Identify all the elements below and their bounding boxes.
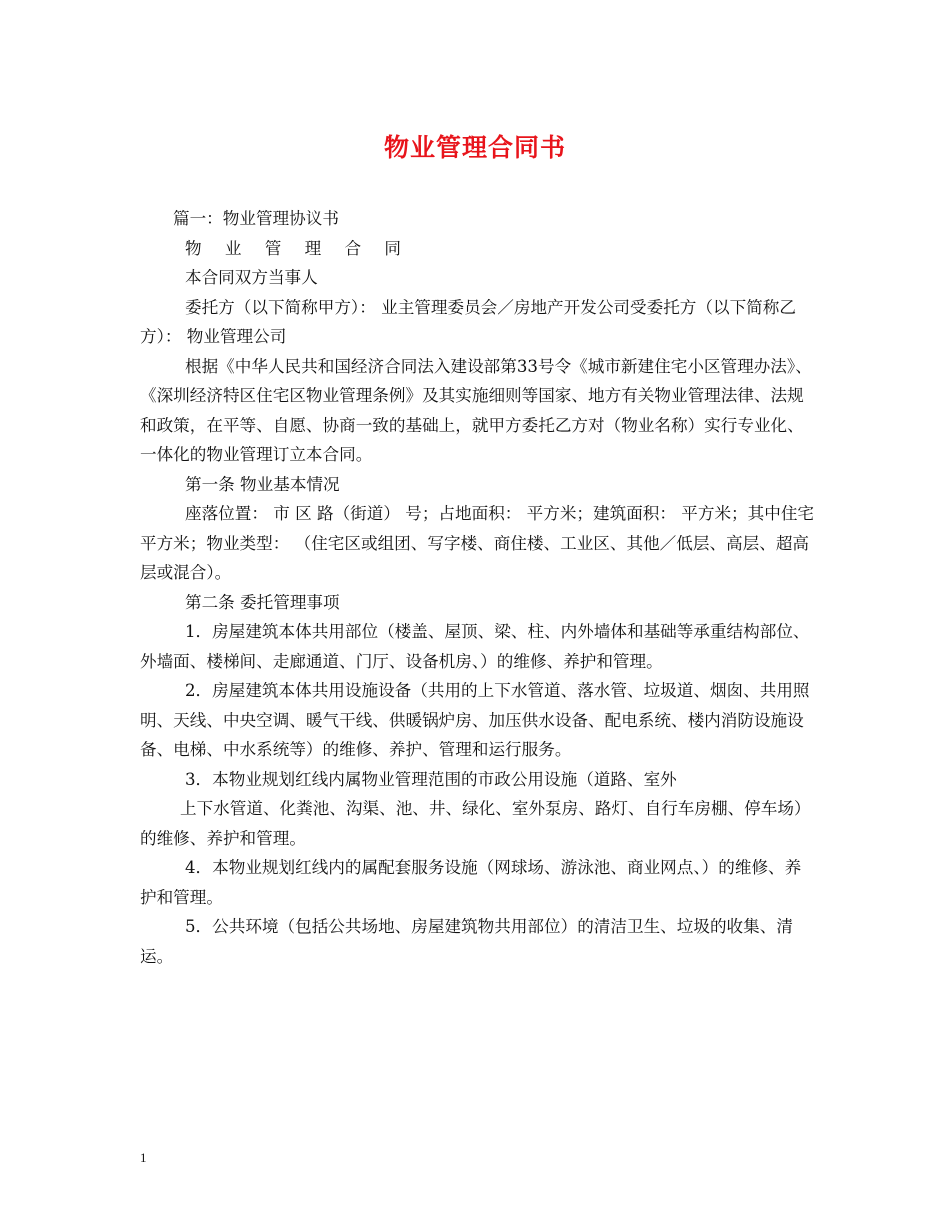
paragraph-location: 座落位置： 市 区 路（街道） 号；占地面积： 平方米；建筑面积： 平方米；其中住宅 平方米；物业类型： （住宅区或组团、写字楼、商住楼、工业区、其他／低层、高层、超高层或混合）。: [140, 504, 815, 582]
paragraph: 本合同双方当事人: [185, 268, 318, 287]
document-title: 物业管理合同书: [383, 133, 566, 162]
document-body: [140, 204, 815, 971]
list-item-continuation: 上下水管道、化粪池、沟渠、池、井、绿化、室外泵房、路灯、自行车房棚、停车场）的维修、养护和管理。: [140, 799, 811, 848]
list-item: 4．本物业规划红线内的属配套服务设施（网球场、游泳池、商业网点、）的维修、养护和管理。: [140, 858, 802, 907]
section-heading: 篇一：物业管理协议书: [173, 209, 339, 228]
article-heading: 第二条 委托管理事项: [185, 592, 340, 612]
list-item: 5．公共环境（包括公共场地、房屋建筑物共用部位）的清洁卫生、垃圾的收集、清运。: [140, 917, 793, 966]
paragraph-parties: 委托方（以下简称甲方）： 业主管理委员会／房地产开发公司受委托方（以下简称乙方）： 物业管理公司: [140, 297, 796, 346]
contract-subtitle: 物 业 管 理 合 同: [185, 238, 410, 258]
page-number: 1: [140, 1150, 147, 1165]
paragraph-basis: 根据《中华人民共和国经济合同法入建设部第33号令《城市新建住宅小区管理办法》、《深圳经济特区住宅区物业管理条例》及其实施细则等国家、地方有关物业管理法律、法规和政策，在平等、自愿、协商一致的基础上，就甲方委托乙方对（物业名称）实行专业化、一体化的物业管理订立本合同。: [140, 356, 812, 464]
list-item: 3．本物业规划红线内属物业管理范围的市政公用设施（道路、室外: [185, 769, 677, 789]
article-heading: 第一条 物业基本情况: [185, 474, 340, 494]
list-item: 2．房屋建筑本体共用设施设备（共用的上下水管道、落水管、垃圾道、烟囱、共用照明、天线、中央空调、暖气干线、供暖锅炉房、加压供水设备、配电系统、楼内消防设施设备、电梯、中水系统等）的维修、养护、管理和运行服务。: [140, 681, 810, 759]
list-item: 1．房屋建筑本体共用部位（楼盖、屋顶、梁、柱、内外墙体和基础等承重结构部位、外墙面、楼梯间、走廊通道、门厅、设备机房、）的维修、养护和管理。: [140, 622, 810, 671]
